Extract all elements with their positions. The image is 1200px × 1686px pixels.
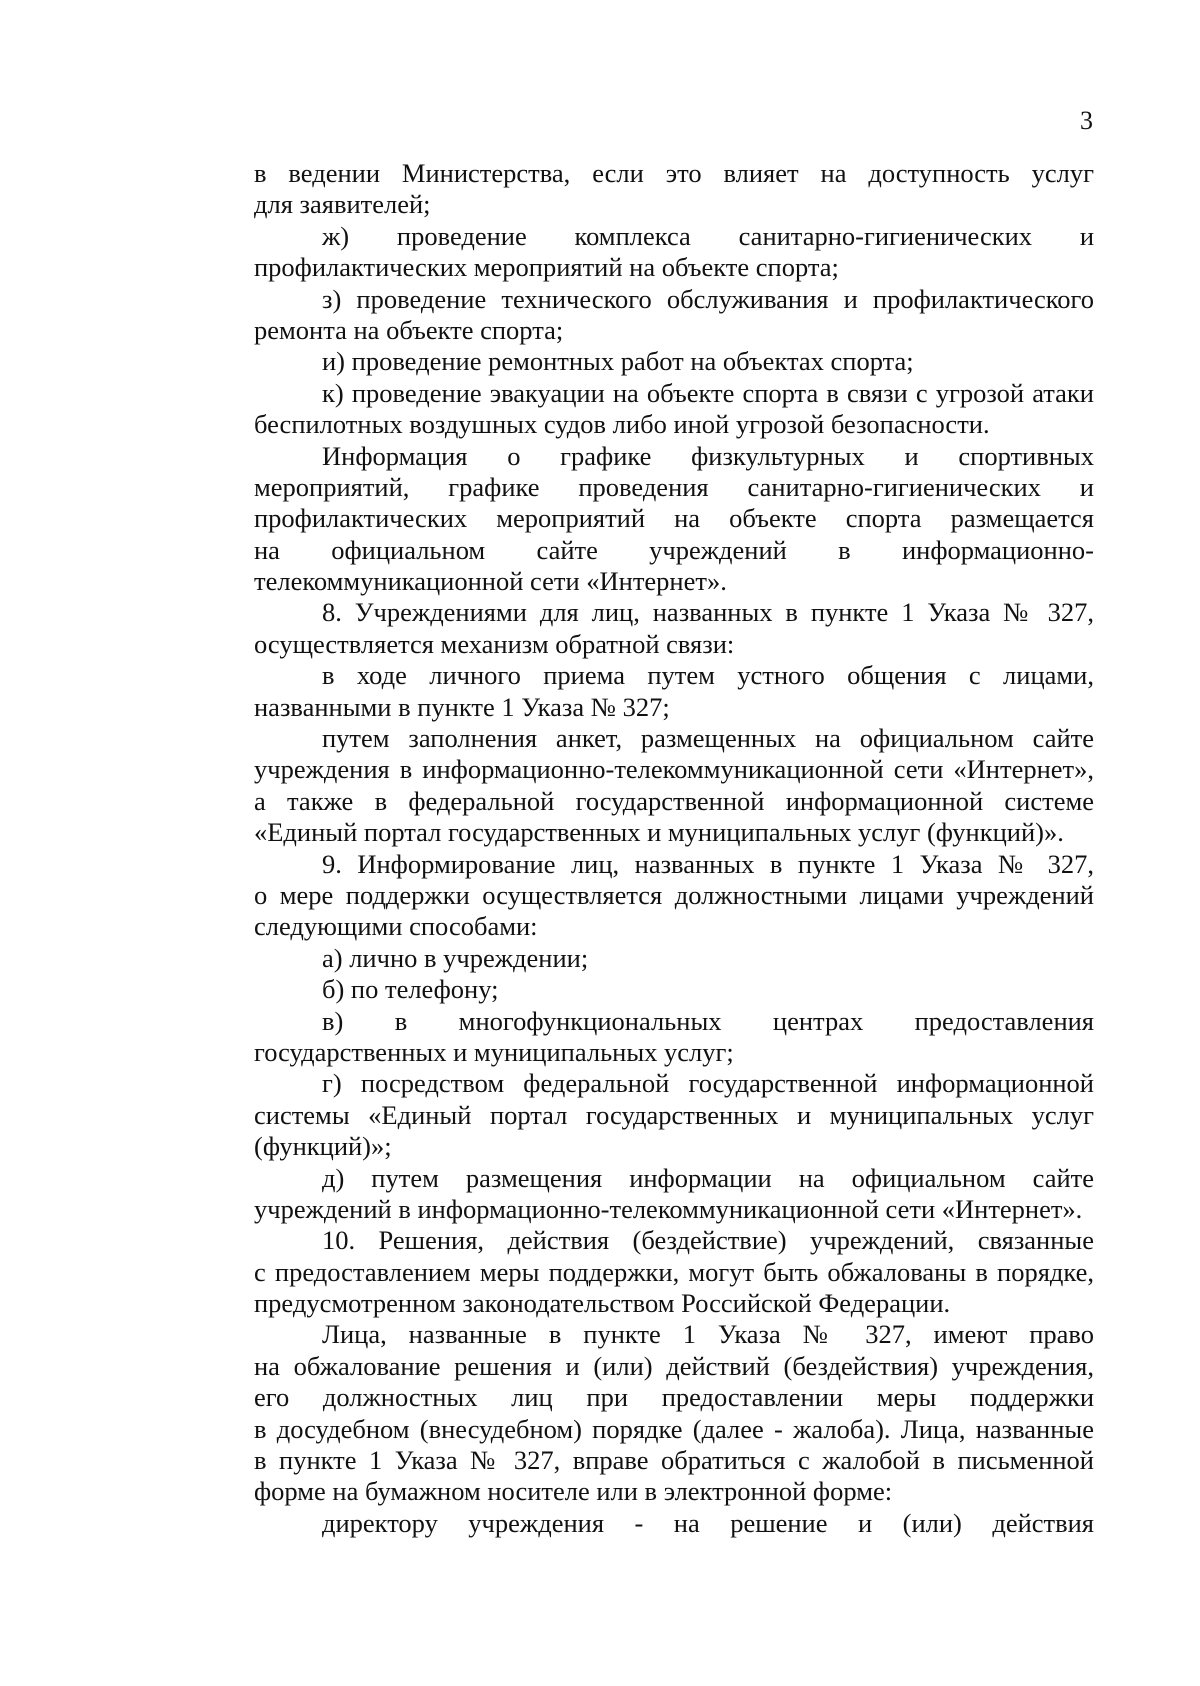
text-line: ремонта на объекте спорта; bbox=[254, 314, 564, 345]
text-line: названными в пункте 1 Указа № 327; bbox=[254, 691, 670, 722]
text-line: Лица, названные в пункте 1 Указа № 327, имеют право bbox=[322, 1319, 1094, 1350]
text-line: 10. Решения, действия (бездействие) учреждений, связанные bbox=[322, 1225, 1094, 1256]
text-line: б) по телефону; bbox=[322, 974, 499, 1005]
text-line: в) в многофункциональных центрах предоставления bbox=[322, 1005, 1094, 1036]
text-line: осуществляется механизм обратной связи: bbox=[254, 628, 735, 659]
text-line: а также в федеральной государственной информационной системе bbox=[254, 785, 1094, 816]
text-line: системы «Единый портал государственных и муниципальных услуг bbox=[254, 1099, 1094, 1130]
text-line: учреждений в информационно-телекоммуникационной сети «Интернет». bbox=[254, 1193, 1083, 1224]
text-line: мероприятий, графике проведения санитарно-гигиенических и bbox=[254, 471, 1094, 502]
text-line: профилактических мероприятий на объекте спорта; bbox=[254, 252, 839, 283]
text-line: Информация о графике физкультурных и спортивных bbox=[322, 440, 1094, 471]
text-line: в ведении Министерства, если это влияет на доступность услуг bbox=[254, 158, 1094, 188]
text-line: с предоставлением меры поддержки, могут быть обжалованы в порядке, bbox=[254, 1256, 1094, 1287]
text-line: предусмотренном законодательством Российской Федерации. bbox=[254, 1288, 951, 1319]
text-line: г) посредством федеральной государственной информационной bbox=[322, 1068, 1094, 1099]
text-line: директору учреждения - на решение и (или) действия bbox=[322, 1507, 1094, 1538]
text-line: к) проведение эвакуации на объекте спорта в связи с угрозой атаки bbox=[322, 377, 1094, 408]
text-line: (функций)»; bbox=[254, 1131, 392, 1162]
text-line: и) проведение ремонтных работ на объектах спорта; bbox=[322, 346, 914, 377]
text-line: а) лично в учреждении; bbox=[322, 942, 589, 973]
text-line: «Единый портал государственных и муниципальных услуг (функций)». bbox=[254, 817, 1064, 848]
text-line: о мере поддержки осуществляется должностными лицами учреждений bbox=[254, 879, 1094, 910]
text-line: форме на бумажном носителе или в электронной форме: bbox=[254, 1476, 893, 1507]
text-line: следующими способами: bbox=[254, 911, 538, 942]
text-line: 8. Учреждениями для лиц, названных в пункте 1 Указа № 327, bbox=[322, 597, 1094, 628]
text-line: телекоммуникационной сети «Интернет». bbox=[254, 566, 727, 597]
text-line: з) проведение технического обслуживания и профилактического bbox=[322, 283, 1094, 314]
text-line: его должностных лиц при предоставлении меры поддержки bbox=[254, 1382, 1094, 1413]
text-line: д) путем размещения информации на официальном сайте bbox=[322, 1162, 1094, 1193]
text-line: путем заполнения анкет, размещенных на официальном сайте bbox=[322, 723, 1094, 754]
text-line: в ходе личного приема путем устного общения с лицами, bbox=[322, 660, 1094, 691]
page-number: 3 bbox=[1080, 106, 1093, 135]
text-line: государственных и муниципальных услуг; bbox=[254, 1036, 734, 1067]
document-body bbox=[254, 158, 1094, 1539]
text-line: на официальном сайте учреждений в информационно- bbox=[254, 534, 1094, 565]
text-line: в пункте 1 Указа № 327, вправе обратиться с жалобой в письменной bbox=[254, 1445, 1094, 1476]
text-line: на обжалование решения и (или) действий (бездействия) учреждения, bbox=[254, 1350, 1094, 1381]
text-line: ж) проведение комплекса санитарно-гигиенических и bbox=[322, 220, 1094, 251]
text-line: в досудебном (внесудебном) порядке (далее - жалоба). Лица, названные bbox=[254, 1413, 1094, 1444]
text-line: для заявителей; bbox=[254, 189, 431, 220]
text-line: профилактических мероприятий на объекте спорта размещается bbox=[254, 503, 1094, 534]
text-line: беспилотных воздушных судов либо иной угрозой безопасности. bbox=[254, 409, 990, 440]
text-line: 9. Информирование лиц, названных в пункте 1 Указа № 327, bbox=[322, 848, 1094, 879]
text-line: учреждения в информационно-телекоммуникационной сети «Интернет», bbox=[254, 754, 1094, 785]
